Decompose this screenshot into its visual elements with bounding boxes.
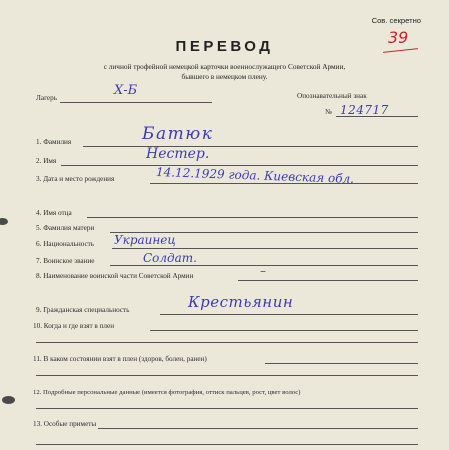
field-7-value: Солдат. xyxy=(143,251,197,265)
field-8-line xyxy=(238,280,418,281)
field-10-line-2 xyxy=(36,342,418,343)
field-9-label: 9. Гражданская специальность xyxy=(36,306,130,314)
page-title: ПЕРЕВОД xyxy=(175,38,274,55)
camp-value: Х-Б xyxy=(114,83,138,98)
field-8-label: 8. Наименование воинской части Советской Армии xyxy=(36,272,194,280)
field-4-label: 4. Имя отца xyxy=(36,209,72,217)
field-10-line xyxy=(150,330,418,331)
camp-label: Лагерь xyxy=(36,94,57,102)
field-9-value: Крестьянин xyxy=(188,293,294,311)
field-10-label: 10. Когда и где взят в плен xyxy=(33,322,115,330)
field-11-label: 11. В каком состоянии взят в плен (здоров, болен, ранен) xyxy=(33,355,207,363)
id-sign-label: Опознавательный знак xyxy=(297,92,367,100)
field-11-line xyxy=(265,363,418,364)
field-4-line xyxy=(87,217,418,218)
field-12-line xyxy=(36,408,418,409)
secret-label: Сов. секретно xyxy=(371,16,421,25)
field-1-label: 1. Фамилия xyxy=(36,138,72,146)
field-1-line xyxy=(83,146,418,147)
field-6-value: Украинец xyxy=(114,233,176,247)
field-2-line xyxy=(61,165,418,166)
field-6-line xyxy=(112,248,418,249)
field-7-label: 7. Воинское звание xyxy=(36,257,95,265)
field-9-line xyxy=(160,314,418,315)
punch-hole-bottom xyxy=(2,396,15,404)
subtitle-line1: с личной трофейной немецкой карточки военнослужащего Советской Армии, xyxy=(103,62,346,71)
field-11-line-2 xyxy=(36,375,418,376)
field-6-label: 6. Национальность xyxy=(36,240,95,248)
field-13-label: 13. Особые приметы xyxy=(33,420,97,428)
field-8-value: – xyxy=(260,264,266,278)
punch-hole-top xyxy=(0,218,8,225)
field-12-label: 12. Подробные персональные данные (имеется фотография, оттиск пальцев, рост, цвет волос) xyxy=(33,389,301,396)
subtitle-line2: бывшего в немецком плену. xyxy=(181,72,268,81)
field-1-value: Батюк xyxy=(142,124,214,144)
field-3-value: 14.12.1929 года. Киевская обл. xyxy=(155,165,355,186)
field-5-label: 5. Фамилия матери xyxy=(36,224,95,232)
id-sign-value: 124717 xyxy=(340,103,389,117)
field-13-line-2 xyxy=(36,444,418,445)
id-sign-no: № xyxy=(325,108,332,116)
page-number: 39 xyxy=(388,28,409,47)
field-2-label: 2. Имя xyxy=(36,157,57,165)
field-2-value: Нестер. xyxy=(146,146,210,162)
camp-line xyxy=(60,102,212,103)
field-3-label: 3. Дата и место рождения xyxy=(36,175,115,183)
field-13-line xyxy=(98,428,418,429)
